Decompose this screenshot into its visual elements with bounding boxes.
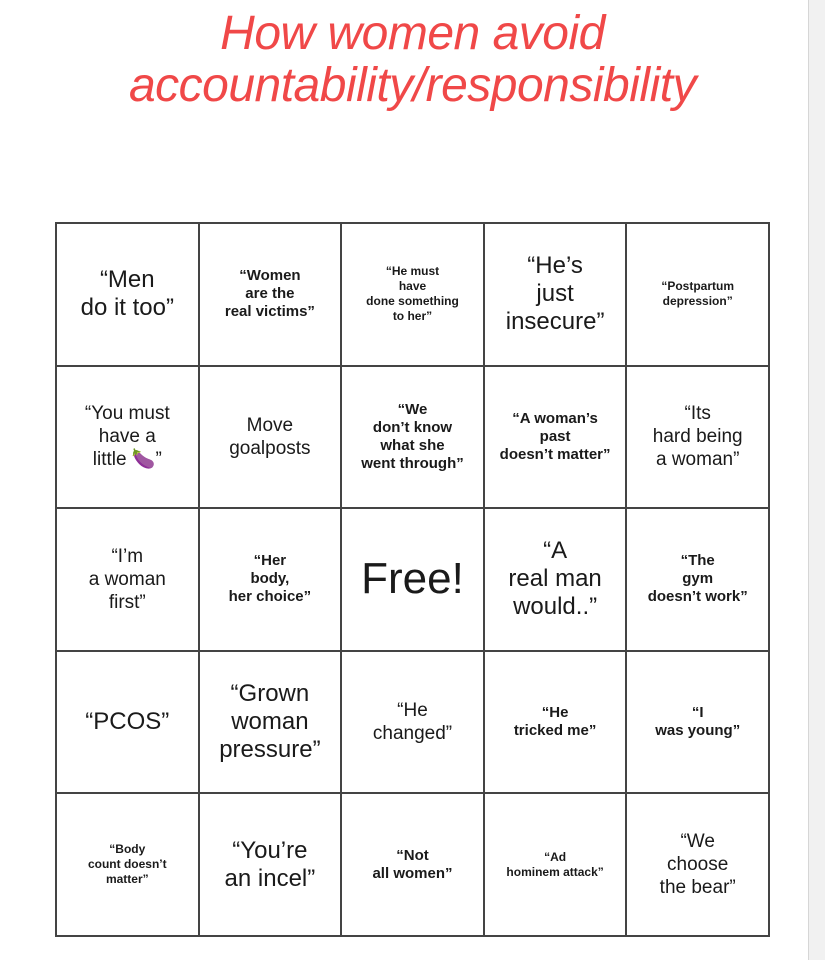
bingo-cell-text: “He tricked me” bbox=[513, 704, 597, 740]
bingo-cell-text: “He changed” bbox=[372, 700, 453, 745]
bingo-cell bbox=[484, 508, 627, 651]
bingo-cell-text: “PCOS” bbox=[85, 708, 170, 736]
bingo-cell bbox=[56, 651, 199, 794]
bingo-cell-text: Move goalposts bbox=[229, 414, 311, 459]
bingo-cell-text: “We choose the bear” bbox=[659, 831, 736, 899]
bingo-cell bbox=[626, 651, 769, 794]
bingo-cell-text: “Ad hominem attack” bbox=[506, 849, 604, 879]
bingo-cell bbox=[626, 223, 769, 366]
bingo-cell-text: “He’s just insecure” bbox=[505, 252, 605, 336]
bingo-cell-text: “He must have done something to her” bbox=[366, 264, 459, 324]
bingo-cell bbox=[341, 366, 484, 509]
scrollbar-track[interactable] bbox=[809, 0, 825, 960]
bingo-cell bbox=[341, 651, 484, 794]
bingo-cell-text: “Her body, her choice” bbox=[228, 552, 312, 606]
bingo-cell bbox=[341, 793, 484, 936]
bingo-cell-text: “You must have a little 🍆” bbox=[84, 403, 170, 471]
title-line-2: accountability/responsibility bbox=[128, 59, 697, 112]
free-space-text: Free! bbox=[361, 554, 464, 604]
bingo-cell-text: “Grown woman pressure” bbox=[219, 680, 321, 764]
bingo-cell-text: “A woman’s past doesn’t matter” bbox=[499, 409, 611, 463]
bingo-cell-text: “Women are the real victims” bbox=[224, 267, 315, 321]
bingo-cell bbox=[199, 508, 342, 651]
bingo-cell bbox=[341, 223, 484, 366]
bingo-cell bbox=[199, 366, 342, 509]
bingo-cell bbox=[56, 508, 199, 651]
bingo-cell bbox=[56, 366, 199, 509]
bingo-cell bbox=[199, 223, 342, 366]
bingo-cell-text: “The gym doesn’t work” bbox=[647, 552, 748, 606]
bingo-cell bbox=[626, 793, 769, 936]
bingo-cell-text: “We don’t know what she went through” bbox=[361, 400, 464, 472]
bingo-cell-text: “Postpartum depression” bbox=[661, 279, 735, 309]
bingo-cell bbox=[199, 793, 342, 936]
bingo-cell bbox=[56, 223, 199, 366]
page-title bbox=[0, 8, 825, 112]
free-space bbox=[341, 508, 484, 651]
bingo-cell-text: “I’m a woman first” bbox=[88, 545, 166, 613]
bingo-cell-text: “You’re an incel” bbox=[224, 836, 316, 892]
bingo-cell bbox=[484, 793, 627, 936]
bingo-cell bbox=[484, 366, 627, 509]
bingo-cell-text: “Not all women” bbox=[372, 846, 453, 882]
bingo-cell bbox=[626, 508, 769, 651]
bingo-cell-text: “Body count doesn’t matter” bbox=[87, 842, 167, 887]
bingo-cell bbox=[56, 793, 199, 936]
bingo-cell-text: “I was young” bbox=[655, 704, 741, 740]
bingo-cell-text: “Men do it too” bbox=[80, 266, 174, 322]
bingo-grid bbox=[55, 222, 770, 937]
bingo-cell bbox=[626, 366, 769, 509]
bingo-cell bbox=[484, 651, 627, 794]
bingo-cell-text: “Its hard being a woman” bbox=[652, 403, 743, 471]
bingo-cell bbox=[484, 223, 627, 366]
bingo-cell-text: “A real man would..” bbox=[508, 537, 602, 621]
title-line-1: How women avoid bbox=[220, 7, 605, 60]
bingo-cell bbox=[199, 651, 342, 794]
